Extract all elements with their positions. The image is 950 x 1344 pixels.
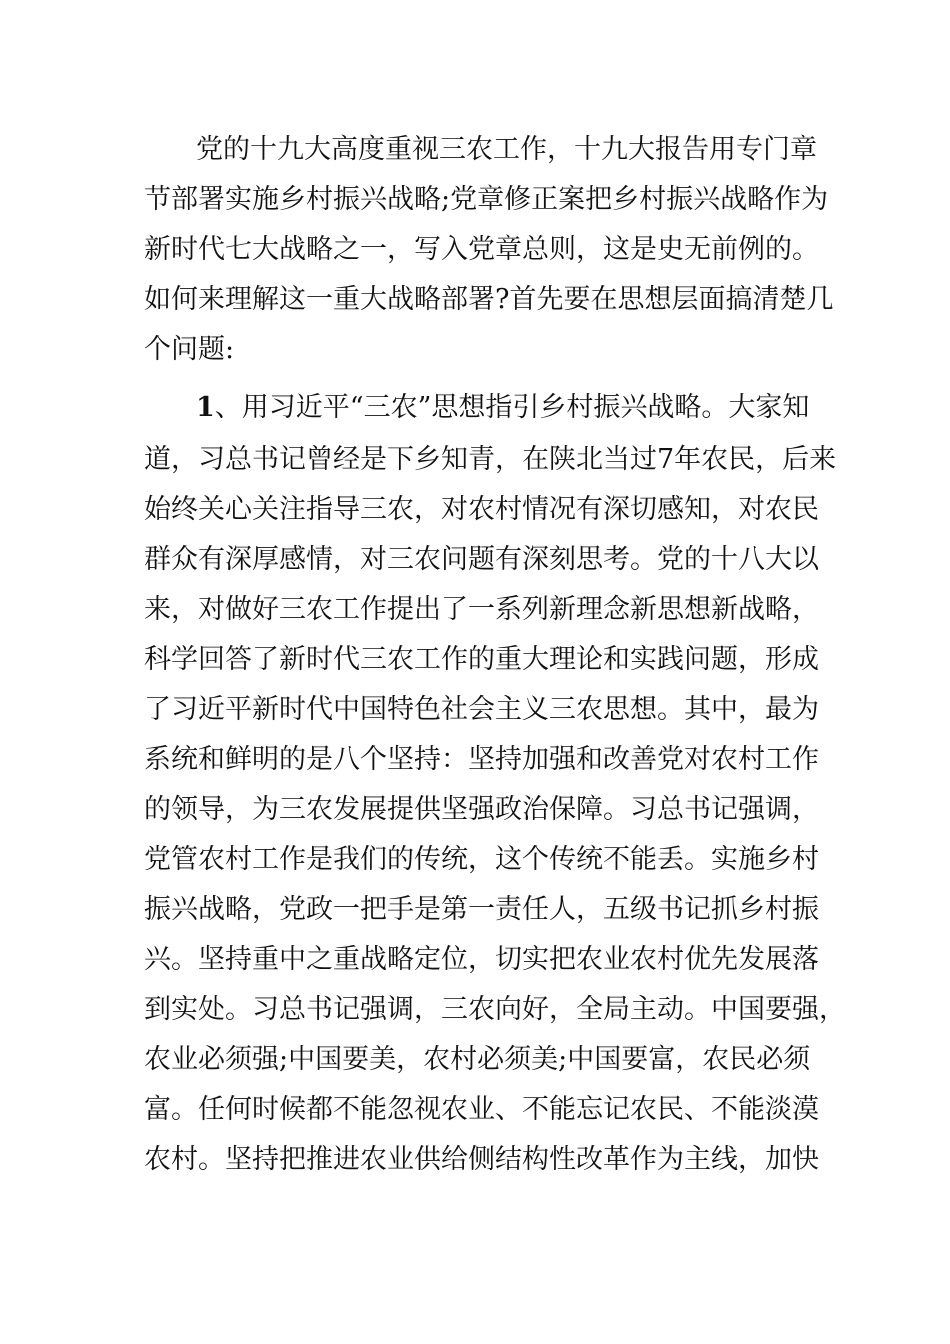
paragraph-line: 科学回答了新时代三农工作的重大理论和实践问题，形成 [144,644,819,675]
paragraph-line: 了习近平新时代中国特色社会主义三农思想。其中，最为 [144,694,819,725]
paragraph-line: 道，习总书记曾经是下乡知青，在陕北当过7年农民，后来 [144,444,837,475]
paragraph-line: 振兴战略，党政一把手是第一责任人，五级书记抓乡村振 [144,894,819,925]
paragraph-line: 系统和鲜明的是八个坚持：坚持加强和改善党对农村工作 [144,744,819,775]
paragraph-line: 始终关心关注指导三农，对农村情况有深切感知，对农民 [144,494,819,525]
paragraph-line: 来，对做好三农工作提出了一系列新理念新思想新战略， [144,594,819,625]
paragraph-line: 农业必须强;中国要美，农村必须美;中国要富，农民必须 [144,1044,811,1075]
paragraph-line: 群众有深厚感情，对三农问题有深刻思考。党的十八大以 [144,544,819,575]
paragraph-line: 的领导，为三农发展提供坚强政治保障。习总书记强调， [144,794,819,825]
section-number: 1 [196,392,215,423]
paragraph-line: 富。任何时候都不能忽视农业、不能忘记农民、不能淡漠 [144,1094,819,1125]
paragraph-line: 党管农村工作是我们的传统，这个传统不能丢。实施乡村 [144,844,819,875]
paragraph-first-line [196,386,896,430]
paragraph-line: 党的十九大高度重视三农工作，十九大报告用专门章 [196,134,817,165]
paragraph-line: 个问题: [144,334,235,365]
paragraph-line: 新时代七大战略之一，写入党章总则，这是史无前例的。 [144,234,819,265]
paragraph-line: 如何来理解这一重大战略部署?首先要在思想层面搞清楚几 [144,284,834,315]
paragraph-line: 到实处。习总书记强调，三农向好，全局主动。中国要强， [144,994,846,1025]
section-heading-text: 、用习近平“三农”思想指引乡村振兴战略。大家知 [214,392,810,423]
paragraph-line: 兴。坚持重中之重战略定位，切实把农业农村优先发展落 [144,944,819,975]
paragraph-line: 节部署实施乡村振兴战略;党章修正案把乡村振兴战略作为 [144,184,829,215]
paragraph-line: 农村。坚持把推进农业供给侧结构性改革作为主线，加快 [144,1144,819,1175]
